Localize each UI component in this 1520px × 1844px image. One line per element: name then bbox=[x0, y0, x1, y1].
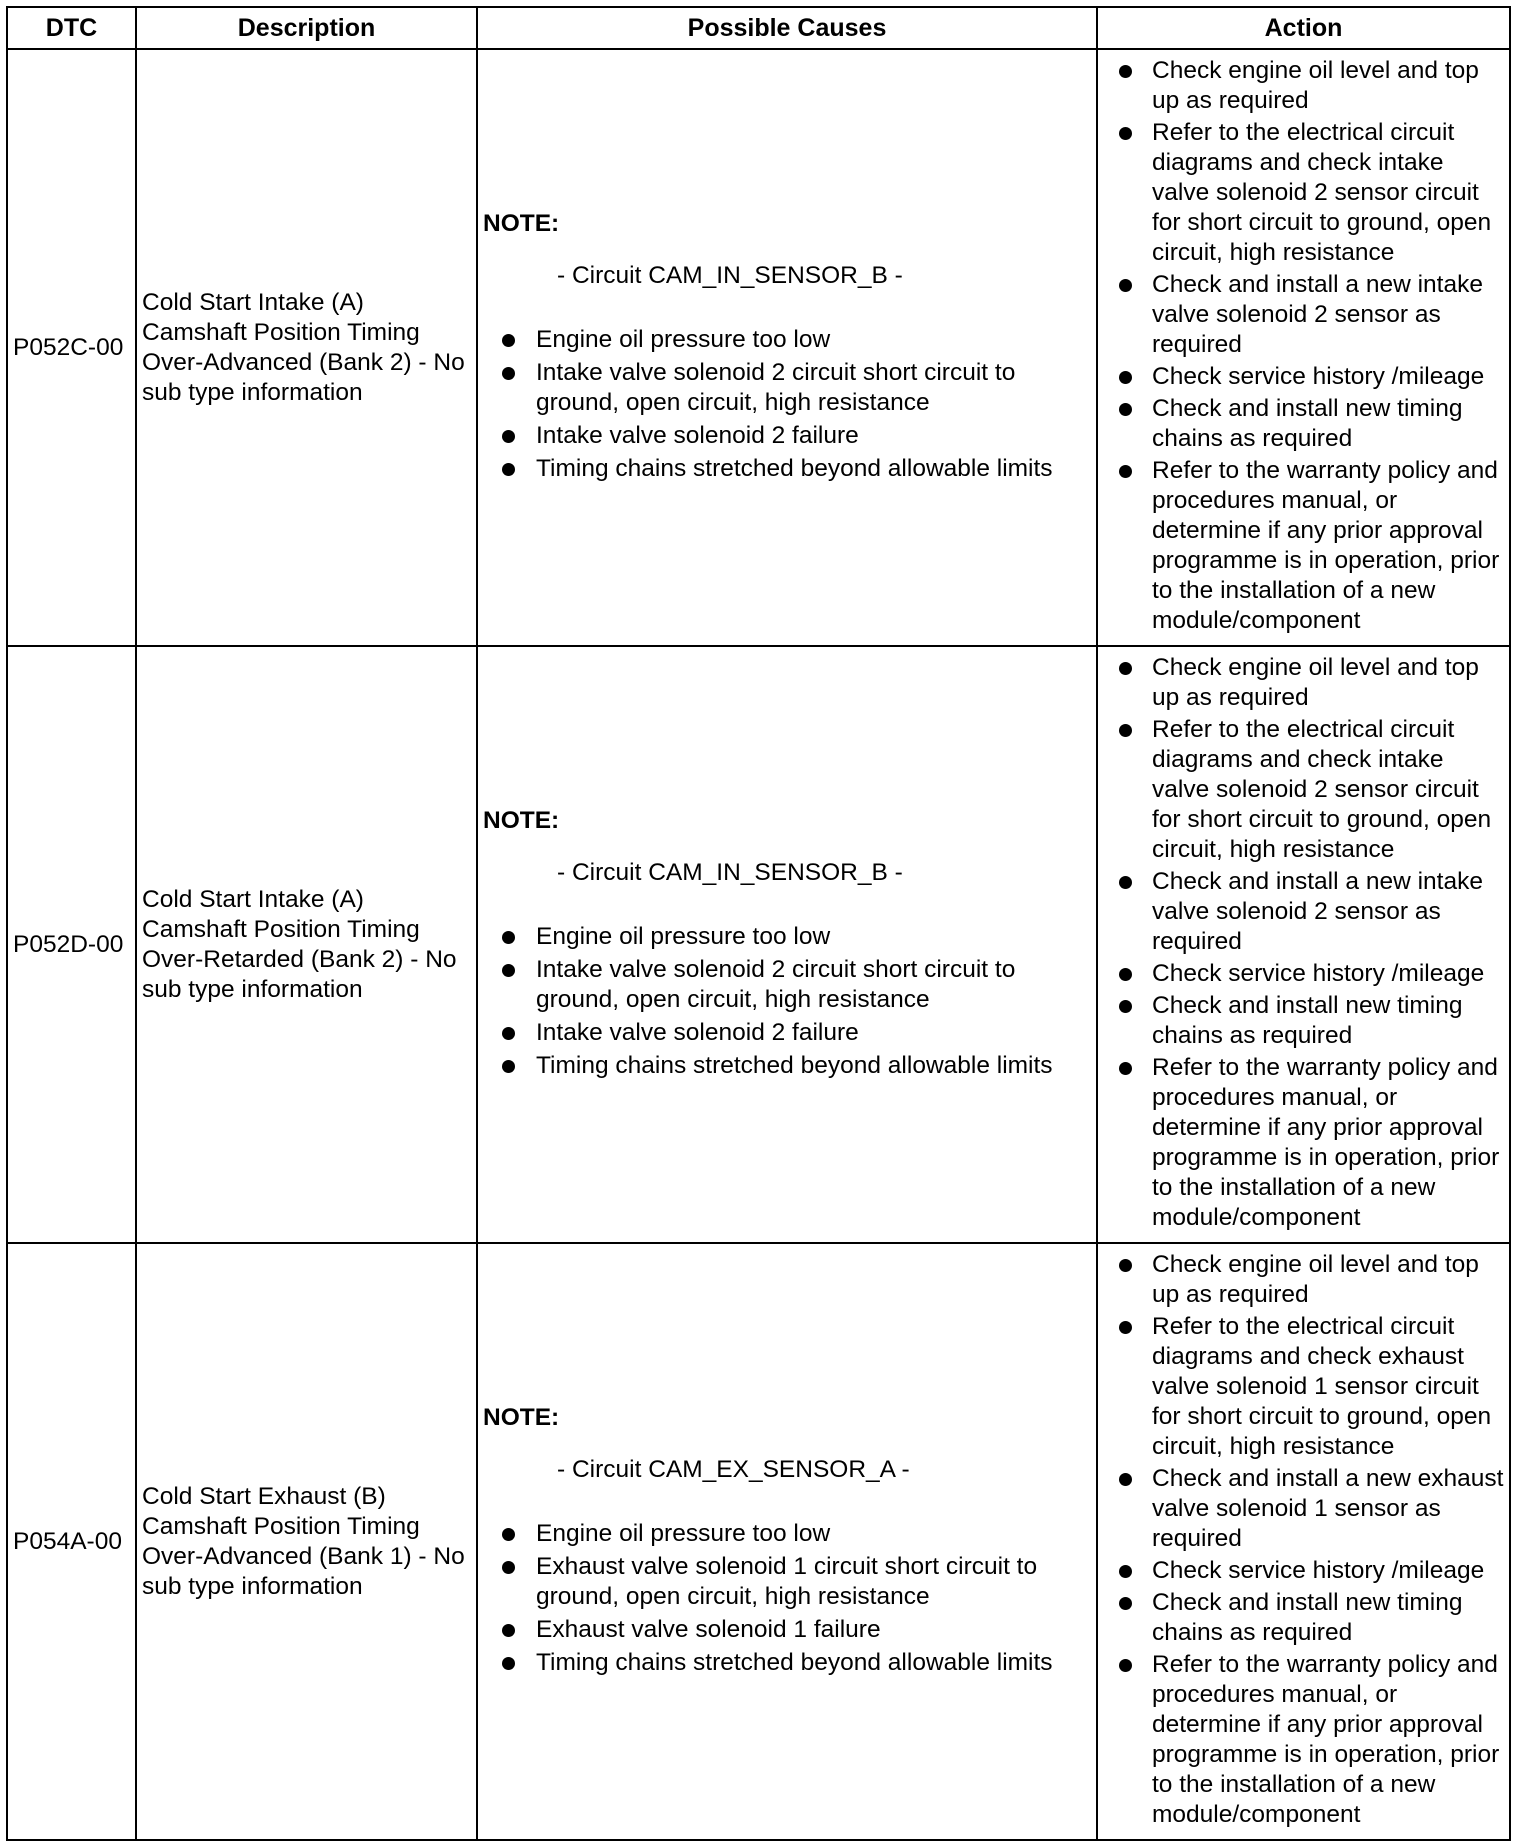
action-item bbox=[1098, 653, 1509, 713]
cause-text: Timing chains stretched beyond allowable limits bbox=[536, 1051, 1053, 1079]
note-label: NOTE: bbox=[483, 209, 560, 237]
bullet-icon bbox=[1119, 968, 1132, 981]
bullet-icon bbox=[1119, 724, 1132, 737]
dtc-code: P054A-00 bbox=[7, 1243, 136, 1840]
cause-item bbox=[483, 1552, 1096, 1612]
action-item bbox=[1098, 959, 1509, 989]
action-text: Check engine oil level and top up as required bbox=[1152, 1251, 1479, 1308]
cause-text: Engine oil pressure too low bbox=[536, 1519, 831, 1547]
action-text: Refer to the electrical circuit diagrams and check intake valve solenoid 2 sensor circuit for short circuit to ground, open circuit, high resistance bbox=[1152, 716, 1492, 863]
action-item bbox=[1098, 394, 1509, 454]
cause-text: Intake valve solenoid 2 failure bbox=[536, 421, 859, 449]
bullet-icon bbox=[502, 931, 515, 944]
bullet-icon bbox=[1119, 662, 1132, 675]
bullet-icon bbox=[502, 334, 515, 347]
circuit-name: - Circuit CAM_IN_SENSOR_B - bbox=[557, 261, 903, 289]
cause-item bbox=[483, 454, 1096, 484]
causes-list bbox=[483, 1519, 1096, 1678]
dtc-description: Cold Start Intake (A) Camshaft Position Timing Over-Advanced (Bank 2) - No sub type information bbox=[136, 49, 477, 646]
action-cell bbox=[1097, 49, 1510, 646]
bullet-icon bbox=[1119, 1473, 1132, 1486]
bullet-icon bbox=[1119, 279, 1132, 292]
header-possible-causes: Possible Causes bbox=[477, 7, 1097, 49]
bullet-icon bbox=[1119, 1597, 1132, 1610]
cause-item bbox=[483, 955, 1096, 1015]
action-text: Check and install new timing chains as required bbox=[1152, 1589, 1463, 1646]
dtc-code: P052D-00 bbox=[7, 646, 136, 1243]
note-label: NOTE: bbox=[483, 1403, 560, 1431]
action-item bbox=[1098, 1556, 1509, 1586]
dtc-table bbox=[6, 6, 1511, 1841]
action-text: Check and install a new intake valve solenoid 2 sensor as required bbox=[1152, 868, 1483, 955]
cause-item bbox=[483, 922, 1096, 952]
bullet-icon bbox=[1119, 465, 1132, 478]
action-item bbox=[1098, 1464, 1509, 1554]
causes-list bbox=[483, 922, 1096, 1081]
bullet-icon bbox=[1119, 403, 1132, 416]
cause-text: Intake valve solenoid 2 circuit short circuit to ground, open circuit, high resistance bbox=[536, 955, 1016, 1013]
action-text: Check and install new timing chains as required bbox=[1152, 992, 1463, 1049]
action-item bbox=[1098, 1053, 1509, 1233]
cause-item bbox=[483, 358, 1096, 418]
cause-text: Engine oil pressure too low bbox=[536, 922, 831, 950]
action-item bbox=[1098, 56, 1509, 116]
action-item bbox=[1098, 270, 1509, 360]
bullet-icon bbox=[502, 367, 515, 380]
dtc-description: Cold Start Exhaust (B) Camshaft Position Timing Over-Advanced (Bank 1) - No sub type information bbox=[136, 1243, 477, 1840]
action-text: Refer to the warranty policy and procedures manual, or determine if any prior approval programme is in operation, prior to the installation of a new module/component bbox=[1152, 457, 1500, 634]
action-item bbox=[1098, 867, 1509, 957]
header-row bbox=[7, 7, 1510, 49]
table-body bbox=[7, 49, 1510, 1840]
action-list bbox=[1098, 653, 1509, 1233]
action-item bbox=[1098, 118, 1509, 268]
bullet-icon bbox=[502, 1561, 515, 1574]
table-row bbox=[7, 49, 1510, 646]
bullet-icon bbox=[502, 463, 515, 476]
circuit-name: - Circuit CAM_IN_SENSOR_B - bbox=[557, 858, 903, 886]
dtc-code: P052C-00 bbox=[7, 49, 136, 646]
cause-text: Exhaust valve solenoid 1 failure bbox=[536, 1615, 881, 1643]
cause-text: Timing chains stretched beyond allowable limits bbox=[536, 1648, 1053, 1676]
table-row bbox=[7, 1243, 1510, 1840]
cause-item bbox=[483, 1648, 1096, 1678]
action-item bbox=[1098, 1250, 1509, 1310]
action-cell bbox=[1097, 1243, 1510, 1840]
action-text: Check and install new timing chains as required bbox=[1152, 395, 1463, 452]
bullet-icon bbox=[1119, 1000, 1132, 1013]
header-action: Action bbox=[1097, 7, 1510, 49]
action-text: Refer to the electrical circuit diagrams and check intake valve solenoid 2 sensor circuit for short circuit to ground, open circuit, high resistance bbox=[1152, 119, 1492, 266]
action-item bbox=[1098, 362, 1509, 392]
action-text: Check engine oil level and top up as required bbox=[1152, 57, 1479, 114]
note-label: NOTE: bbox=[483, 806, 560, 834]
bullet-icon bbox=[1119, 1565, 1132, 1578]
action-text: Check service history /mileage bbox=[1152, 1557, 1485, 1584]
cause-item bbox=[483, 325, 1096, 355]
cause-text: Exhaust valve solenoid 1 circuit short circuit to ground, open circuit, high resistance bbox=[536, 1552, 1038, 1610]
dtc-table-container bbox=[6, 6, 1509, 1838]
action-list bbox=[1098, 56, 1509, 636]
possible-causes-cell bbox=[477, 646, 1097, 1243]
possible-causes-cell bbox=[477, 49, 1097, 646]
bullet-icon bbox=[1119, 127, 1132, 140]
bullet-icon bbox=[502, 1027, 515, 1040]
action-text: Check service history /mileage bbox=[1152, 363, 1485, 390]
bullet-icon bbox=[502, 1657, 515, 1670]
bullet-icon bbox=[1119, 876, 1132, 889]
table-row bbox=[7, 646, 1510, 1243]
cause-text: Intake valve solenoid 2 failure bbox=[536, 1018, 859, 1046]
bullet-icon bbox=[502, 964, 515, 977]
action-item bbox=[1098, 1312, 1509, 1462]
bullet-icon bbox=[1119, 1321, 1132, 1334]
action-cell bbox=[1097, 646, 1510, 1243]
circuit-name: - Circuit CAM_EX_SENSOR_A - bbox=[557, 1455, 910, 1483]
action-item bbox=[1098, 1588, 1509, 1648]
causes-list bbox=[483, 325, 1096, 484]
cause-item bbox=[483, 1018, 1096, 1048]
bullet-icon bbox=[1119, 1259, 1132, 1272]
action-item bbox=[1098, 715, 1509, 865]
cause-item bbox=[483, 1519, 1096, 1549]
action-text: Check and install a new intake valve solenoid 2 sensor as required bbox=[1152, 271, 1483, 358]
cause-item bbox=[483, 1051, 1096, 1081]
action-text: Check service history /mileage bbox=[1152, 960, 1485, 987]
possible-causes-cell bbox=[477, 1243, 1097, 1840]
bullet-icon bbox=[1119, 65, 1132, 78]
action-item bbox=[1098, 991, 1509, 1051]
bullet-icon bbox=[502, 1624, 515, 1637]
action-text: Refer to the warranty policy and procedures manual, or determine if any prior approval programme is in operation, prior to the installation of a new module/component bbox=[1152, 1054, 1500, 1231]
header-description: Description bbox=[136, 7, 477, 49]
action-item bbox=[1098, 1650, 1509, 1830]
header-dtc: DTC bbox=[7, 7, 136, 49]
cause-text: Timing chains stretched beyond allowable limits bbox=[536, 454, 1053, 482]
cause-text: Intake valve solenoid 2 circuit short circuit to ground, open circuit, high resistance bbox=[536, 358, 1016, 416]
bullet-icon bbox=[1119, 1062, 1132, 1075]
action-text: Check engine oil level and top up as required bbox=[1152, 654, 1479, 711]
action-text: Refer to the warranty policy and procedures manual, or determine if any prior approval programme is in operation, prior to the installation of a new module/component bbox=[1152, 1651, 1500, 1828]
action-text: Refer to the electrical circuit diagrams and check exhaust valve solenoid 1 sensor circuit for short circuit to ground, open circuit, high resistance bbox=[1152, 1313, 1492, 1460]
cause-item bbox=[483, 421, 1096, 451]
cause-item bbox=[483, 1615, 1096, 1645]
bullet-icon bbox=[502, 1060, 515, 1073]
dtc-description: Cold Start Intake (A) Camshaft Position Timing Over-Retarded (Bank 2) - No sub type information bbox=[136, 646, 477, 1243]
bullet-icon bbox=[1119, 371, 1132, 384]
action-item bbox=[1098, 456, 1509, 636]
action-text: Check and install a new exhaust valve solenoid 1 sensor as required bbox=[1152, 1465, 1504, 1552]
cause-text: Engine oil pressure too low bbox=[536, 325, 831, 353]
action-list bbox=[1098, 1250, 1509, 1830]
bullet-icon bbox=[502, 430, 515, 443]
bullet-icon bbox=[1119, 1659, 1132, 1672]
bullet-icon bbox=[502, 1528, 515, 1541]
